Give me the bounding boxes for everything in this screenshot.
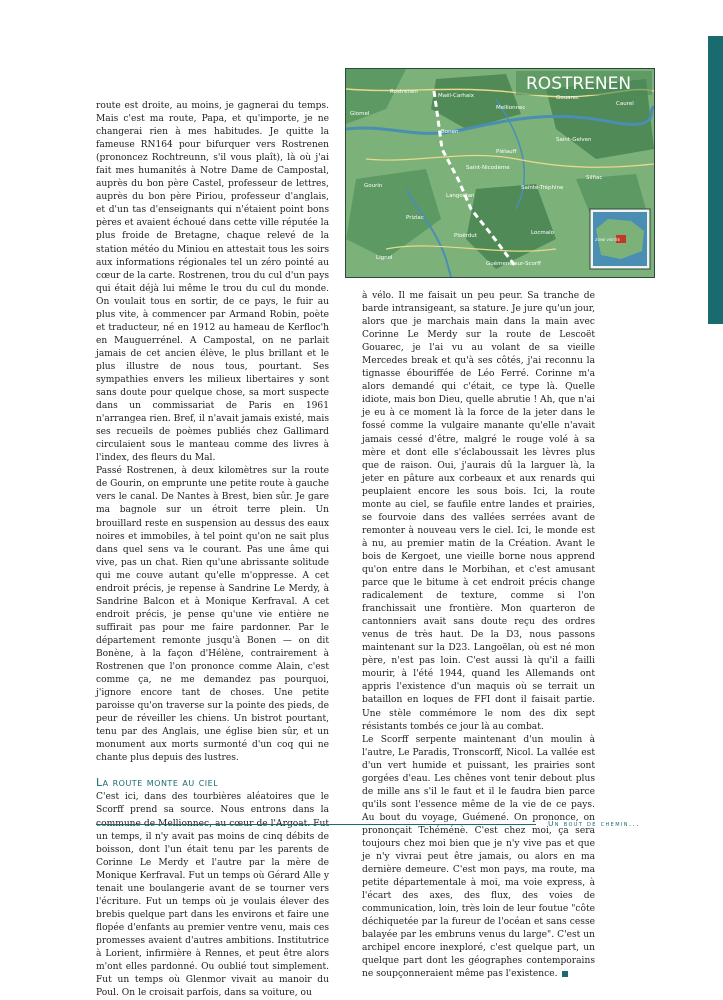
place-label-14: Guémené-sur-Scorff: [486, 261, 541, 267]
right-paragraph-2: [362, 734, 595, 982]
end-mark-icon: [562, 971, 568, 977]
footer-rule: [96, 824, 536, 825]
place-label-18: Sainte-Tréphine: [521, 185, 564, 191]
place-label-10: Gourin: [364, 183, 383, 189]
left-paragraph-1: route est droite, au moins, je gagnerai du temps. Mais c'est ma route, Papa, et qu'importe, je ne changerai rien à mes habitudes. Je quitte la fameuse RN164 pour bifurquer vers Rostrenen (prononcez Rochtreunn, s'il vous plaît), là où j'ai fait mes humanités à Notre Dame de Campostal, auprès du bon père Castel, professeur de lettres, auprès du bon père Piriou, professeur d'anglais, et d'un tas d'enseignants qui n'étaient point bons pères et avaient échoué dans cette ville réputée la plus froide de Bretagne, chaque relevé de la station météo du Miniou en attestait tous les soirs aux informations régionales tel un zéro pointé au cœur de la carte. Rostrenen, trou du cul d'un pays qui était déjà lui même le trou du cul du monde. On voulait tous en sortir, de ce pays, le fuir au plus vite, à commencer par Armand Robin, poète et traducteur, né en 1912 au hameau de Kerfloc'h en Mauguerrénel. A Campostal, on ne parlait jamais de cet ancien élève, le plus brillant et le plus illustre de nous tous, pourtant. Ses sympathies envers les milieux libertaires y sont sans doute pour quelque chose, sa mort suspecte dans un commissariat de Paris en 1961 n'arrangea rien. Bref, il n'avait jamais existé, mais ses recueils de poèmes publiés chez Gallimard circulaient sous le manteau comme des livres à l'index, des fleurs du Mal.: [96, 101, 329, 464]
left-paragraph-3: C'est ici, dans des tourbières aléatoires que le Scorff prend sa source. Nous entrons dans la un temps, il n'y avait pas moins de cinq débits de boisson, dont l'un était tenu par les parents de Corinne Le Merdy et l'autre par la mère de Monique Kerfraval. Fut un temps où Gérard Alle y tenait une boulangerie avant de se tourner vers l'écriture. Fut un temps où je voulais élever des brebis quelque part dans les environs et faire une flopée d'enfants au premier ventre venu, mais ces promesses avaient d'autres ambitions. Institutrice à Lorient, infirmière à Rennes, et peut être alors m'ont elles pardonné. Ou oublié tout simplement. Fut un temps où Glenmor vivait au manoir du Poul. On le croisait parfois, dans sa voiture, ou: [96, 792, 329, 999]
running-footer: Un bout de chemin...: [548, 819, 641, 828]
place-label-16: Lignol: [376, 255, 393, 261]
place-label-7: Plélauff: [496, 149, 517, 155]
right-paragraph-2-text: Le Scorff serpente maintenant d'un moulin à l'autre, Le Paradis, Tronscorff, Nicol. La vallée est d'un vert humide et puissant, les prairies sont gorgées d'eau. Les chênes vont tenir debout plus de mille ans s'il le faut et il le faudra bien parce qu'ils sont l'essence même de la vie de ce pays. Au bout du voyage, Guémené. On prononce, on prononçait Tchéménè. C'est chez moi, ça sera toujours chez moi bien que je n'y vive pas et que je n'y vivrai peut être jamais, ou alors en ma dernière demeure. C'est mon pays, ma route, ma petite départementale à moi, ma voie express, à l'écart des axes, des flux, des voies de communication, loin, très loin de leur foutue "côte déchiquetée par la fureur de l'océan et sans cesse balayée par les embruns venus du large". C'est un archipel encore inexploré, c'est quelque part, un quelque part dont les géographes contemporains ne soupçonneraient même pas l'existence.: [362, 734, 595, 980]
place-label-5: Gouarec: [556, 95, 580, 101]
place-label-2: Glomel: [350, 111, 370, 117]
place-label-0: Rostrenen: [390, 89, 418, 95]
place-label-1: Maël-Carhaix: [438, 93, 475, 99]
place-label-17: Saint-Nicodème: [466, 165, 510, 171]
right-text-column: [362, 290, 595, 981]
place-label-12: Priziac: [406, 215, 424, 221]
inset-map: [590, 209, 650, 269]
left-paragraph-2: Passé Rostrenen, à deux kilomètres sur la route de Gourin, on emprunte une petite route à gauche vers le canal. De Nantes à Brest, bien sûr. Je gare ma bagnole sur un étroit terre plein. Un brouillard reste en suspension au dessus des eaux noires et immobiles, à tel point qu'on ne sait plus dans quel sens va le courant. Pas une âme qui vive, pas un chat. Rien qu'une abrissante solitude qui me couve autant qu'elle m'oppresse. A cet endroit précis, je repense à Sandrine Le Merdy, à Sandrine Balcon et à Monique Kerfraval. A cet endroit précis, je pense qu'une vie entière ne suffirait pas pour me faire pardonner. Par le département remonte jusqu'à Bonen — on dit Bonène, à la façon d'Hélène, contrairement à Rostrenen que l'on prononce comme Alain, c'est comme ça, ne me demandez pas pourquoi, j'ignore encore tant de choses. Une petite paroisse qu'on traverse sur la pointe des pieds, de peur de réveiller les chiens. Un bistrot pourtant, tenu par des Anglais, une église bien sûr, et un monument aux morts surmonté d'un coq qui ne chante plus depuis des lustres.: [96, 466, 329, 764]
left-text-column: [96, 100, 329, 1000]
route-map: [345, 68, 655, 278]
place-label-3: Caurel: [616, 101, 634, 107]
chapter-side-tab: [708, 36, 723, 324]
map-title: ROSTRENEN: [526, 74, 632, 94]
place-label-8: Saint-Gelven: [556, 137, 592, 143]
place-label-4: Mellionnec: [496, 105, 526, 111]
place-label-11: Langoëlan: [446, 193, 475, 199]
place-label-15: Locmalo: [531, 230, 554, 236]
place-label-9: Silfiac: [586, 175, 603, 181]
map-illustration: [346, 69, 654, 277]
inset-label: ZONE VISITÉE: [595, 238, 620, 242]
place-label-13: Ploërdut: [454, 233, 477, 239]
place-label-6: Bonen: [441, 129, 459, 135]
section-title: La route monte au ciel: [96, 776, 219, 790]
right-paragraph-1: à vélo. Il me faisait un peu peur. Sa tranche de barde intransigeant, sa stature. Je jure qu'un jour, alors que je marchais main dans la main avec Corinne Le Merdy sur la route de Lescoët Gouarec, je l'ai vu au volant de sa vieille Mercedes break et qu'à ses côtés, j'ai reconnu la tignasse ébouriffée de Léo Ferré. Corinne m'a alors demandé qui c'était, ce type là. Quelle idiote, mais bon Dieu, quelle abrutie ! Ah, que n'ai je eu à ce moment là la force de la jeter dans le fossé comme la vulgaire manante qu'elle n'avait jamais cessé d'être, malgré le rouge volé à sa mère et dont elle s'éclaboussait les lèvres plus que de raison. Oui, j'aurais dû la larguer là, la jeter en pâture aux corbeaux et aux renards qui peuplaient encore les sous bois. Ici, la route monte au ciel, se faufile entre landes et prairies, se fourvoie dans des vallées serrées avant de remonter à nouveau vers le ciel. Ici, le monde est à nu, au premier matin de la Création. Avant le bois de Kergoet, une vieille borne nous apprend qu'on entre dans le Morbihan, et c'est amusant parce que le bitume à cet endroit précis change radicalement de texture, comme si l'on franchissait une frontière. Mon quarteron de cantonniers avait sans doute reçu des ordres venus de très haut. De la D3, nous passons maintenant sur la D23. Langoëlan, où est né mon père, n'est pas loin. C'est aussi là qu'il a failli mourir, à l'été 1944, quand les Allemands ont appris l'existence d'un maquis où se terrait un bataillon en loques de FFI dont il faisait partie. Une stèle commémore le nom des dix sept résistants tombés ce jour là au combat.: [362, 291, 595, 732]
